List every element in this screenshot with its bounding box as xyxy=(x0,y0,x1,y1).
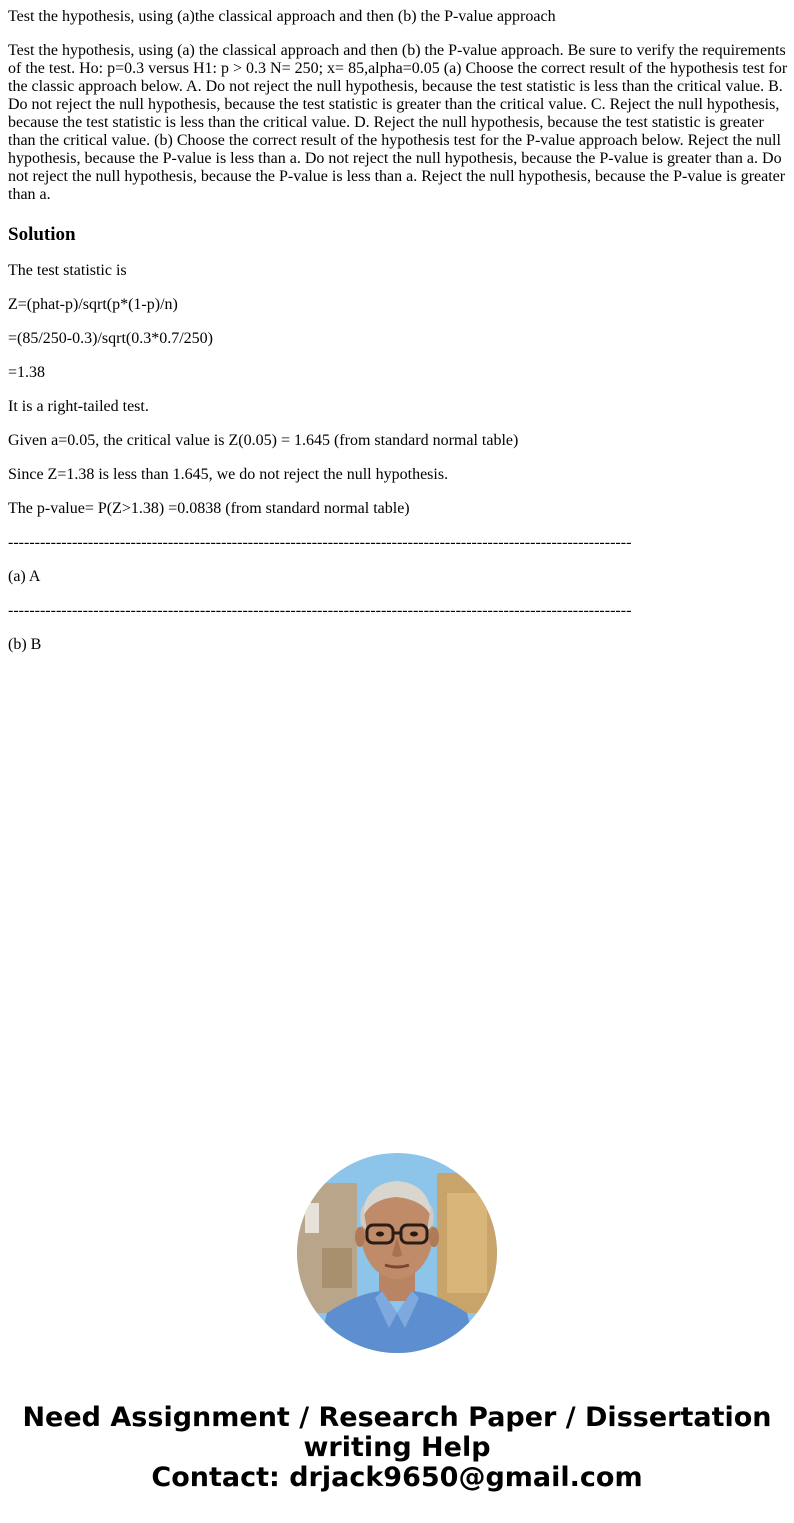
divider-line: --------------------------------------------------------------------------------------------------------------------- xyxy=(8,602,632,619)
contact-email: Contact: drjack9650@gmail.com xyxy=(151,1462,643,1493)
promo-line: Need Assignment / Research Paper / Dissertation xyxy=(22,1402,772,1433)
solution-line: The test statistic is xyxy=(8,262,127,279)
promo-line: writing Help xyxy=(303,1432,491,1463)
solution-line: Given a=0.05, the critical value is Z(0.05) = 1.645 (from standard normal table) xyxy=(8,432,519,449)
question-body: Test the hypothesis, using (a) the classical approach and then (b) the P-value approach. Be sure to verify the requirements of the test. Ho: p=0.3 versus H1: p > 0.3 N= 250; x= 85,alpha=0.05 (a) Choose the correct result of the hypothesis test for the classic approach below. A. Do not reject the null hypothesis, because the test statistic is less than the critical value. B. Do not reject the null hypothesis, because the test statistic is greater than the critical value. C. Reject the null hypothesis, because the test statistic is less than the critical value. D. Reject the null hypothesis, because the test statistic is greater than the critical value. (b) Choose the correct result of the hypothesis test for the P-value approach below. Reject the null hypothesis, because the P-value is less than a. Do not reject the null hypothesis, because the P-value is greater than a. Do not reject the null hypothesis, because the P-value is less than a. Reject the null hypothesis, because the P-value is greater than a. xyxy=(8,42,788,203)
solution-line: =(85/250-0.3)/sqrt(0.3*0.7/250) xyxy=(8,330,213,347)
divider-line: --------------------------------------------------------------------------------------------------------------------- xyxy=(8,534,632,551)
question-title: Test the hypothesis, using (a)the classical approach and then (b) the P-value approach xyxy=(8,8,556,25)
document-content xyxy=(8,0,788,654)
solution-line: Z=(phat-p)/sqrt(p*(1-p)/n) xyxy=(8,296,178,313)
answer-a: (a) A xyxy=(8,568,41,585)
solution-line: The p-value= P(Z>1.38) =0.0838 (from standard normal table) xyxy=(8,500,410,517)
solution-heading: Solution xyxy=(8,224,76,245)
answer-b: (b) B xyxy=(8,636,42,653)
solution-line: Since Z=1.38 is less than 1.645, we do not reject the null hypothesis. xyxy=(8,466,449,483)
author-photo-icon xyxy=(297,1153,497,1353)
promo-banner xyxy=(0,1403,794,1493)
solution-body xyxy=(8,262,788,654)
solution-line: =1.38 xyxy=(8,364,46,381)
solution-line: It is a right-tailed test. xyxy=(8,398,149,415)
